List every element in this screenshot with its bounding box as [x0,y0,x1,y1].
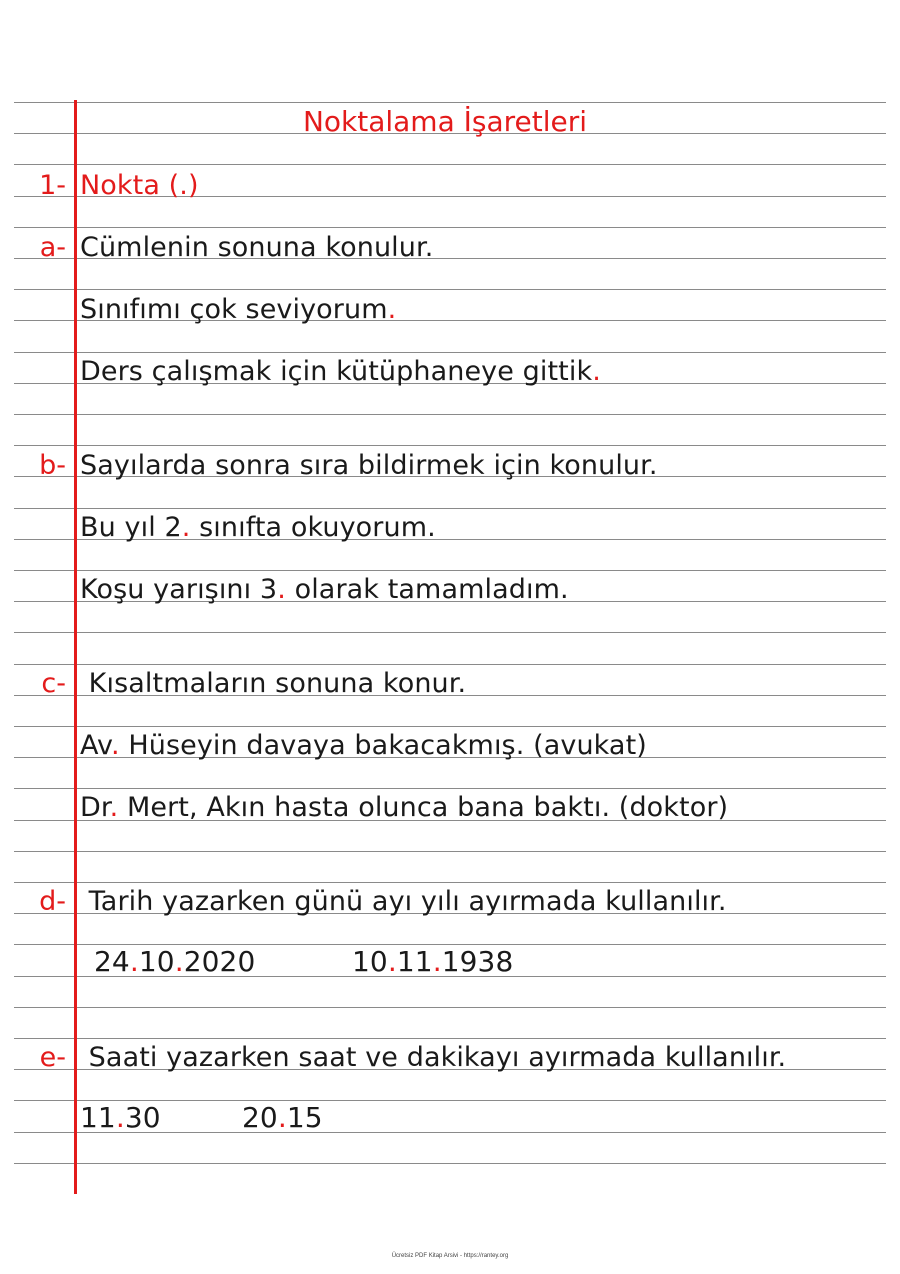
rule-marker-c: c- [41,668,66,699]
example-b2 [80,572,569,608]
ruled-line [14,352,886,353]
rule-marker-b: b- [39,450,66,481]
example-text: Dr [80,792,110,823]
example-text: Ders çalışmak için kütüphaneye gittik [80,356,593,387]
ruled-line [14,851,886,852]
red-dot: . [387,945,397,978]
example-text: Hüseyin davaya bakacakmış. (avukat) [119,730,647,761]
date-part: 24 [94,945,130,978]
ruled-line [14,508,886,509]
example-text: olarak tamamladım. [285,574,569,605]
time-part: 11 [80,1101,116,1134]
example-time-2 [242,1100,323,1136]
red-dot: . [174,945,184,978]
red-dot: . [109,792,119,823]
ruled-line [14,882,886,883]
section-heading: Nokta (.) [80,170,199,201]
date-part: 1938 [441,945,514,978]
rule-text-e: Saati yazarken saat ve dakikayı ayırmada kullanılır. [80,1042,787,1073]
ruled-line [14,227,886,228]
ruled-line [14,632,886,633]
page-title: Noktalama İşaretleri [302,105,588,138]
time-part: 20 [242,1101,278,1134]
section-number: 1- [39,170,66,201]
example-time-1 [80,1100,161,1136]
rule-text-d: Tarih yazarken günü ayı yılı ayırmada kullanılır. [80,886,727,917]
red-dot: . [110,730,120,761]
ruled-line [14,570,886,571]
example-date-2 [352,944,513,980]
red-dot: . [115,1101,125,1134]
ruled-line [14,445,886,446]
date-part: 2020 [183,945,256,978]
example-date-1 [94,944,255,980]
red-dot: . [277,1101,287,1134]
ruled-line [14,1007,886,1008]
ruled-line [14,1038,886,1039]
date-part: 11 [396,945,433,978]
ruled-line [14,664,886,665]
ruled-line [14,414,886,415]
rule-text-a: Cümlenin sonuna konulur. [80,232,434,263]
example-c2 [80,790,728,826]
red-margin-line [74,100,77,1194]
example-text: Mert, Akın hasta olunca bana baktı. (doktor) [118,792,729,823]
time-part: 30 [124,1101,161,1134]
ruled-line [14,1163,886,1164]
date-part: 10 [138,945,175,978]
example-text: Bu yıl 2 [80,512,182,543]
rule-marker-d: d- [39,886,66,917]
red-dot: . [592,356,601,387]
example-a1 [80,292,396,328]
red-dot: . [432,945,442,978]
red-dot: . [181,512,191,543]
example-text: Av [80,730,111,761]
example-text: sınıfta okuyorum. [190,512,436,543]
example-text: Sınıfımı çok seviyorum [80,294,388,325]
rule-marker-a: a- [39,232,66,263]
ruled-line [14,102,886,103]
rule-text-b: Sayılarda sonra sıra bildirmek için konulur. [80,450,658,481]
ruled-line [14,289,886,290]
ruled-line [14,788,886,789]
example-c1 [80,728,647,764]
time-part: 15 [286,1101,323,1134]
red-dot: . [277,574,286,605]
red-dot: . [129,945,139,978]
rule-marker-e: e- [39,1042,66,1073]
example-text: Koşu yarışını 3 [80,574,278,605]
date-part: 10 [352,945,388,978]
ruled-line [14,164,886,165]
red-dot: . [387,294,397,325]
example-a2 [80,354,601,390]
footer-text: Ücretsiz PDF Kitap Arsivi - https://rantey.org [391,1253,509,1259]
rule-text-c: Kısaltmaların sonuna konur. [80,668,467,699]
example-b1 [80,510,436,546]
ruled-line [14,726,886,727]
